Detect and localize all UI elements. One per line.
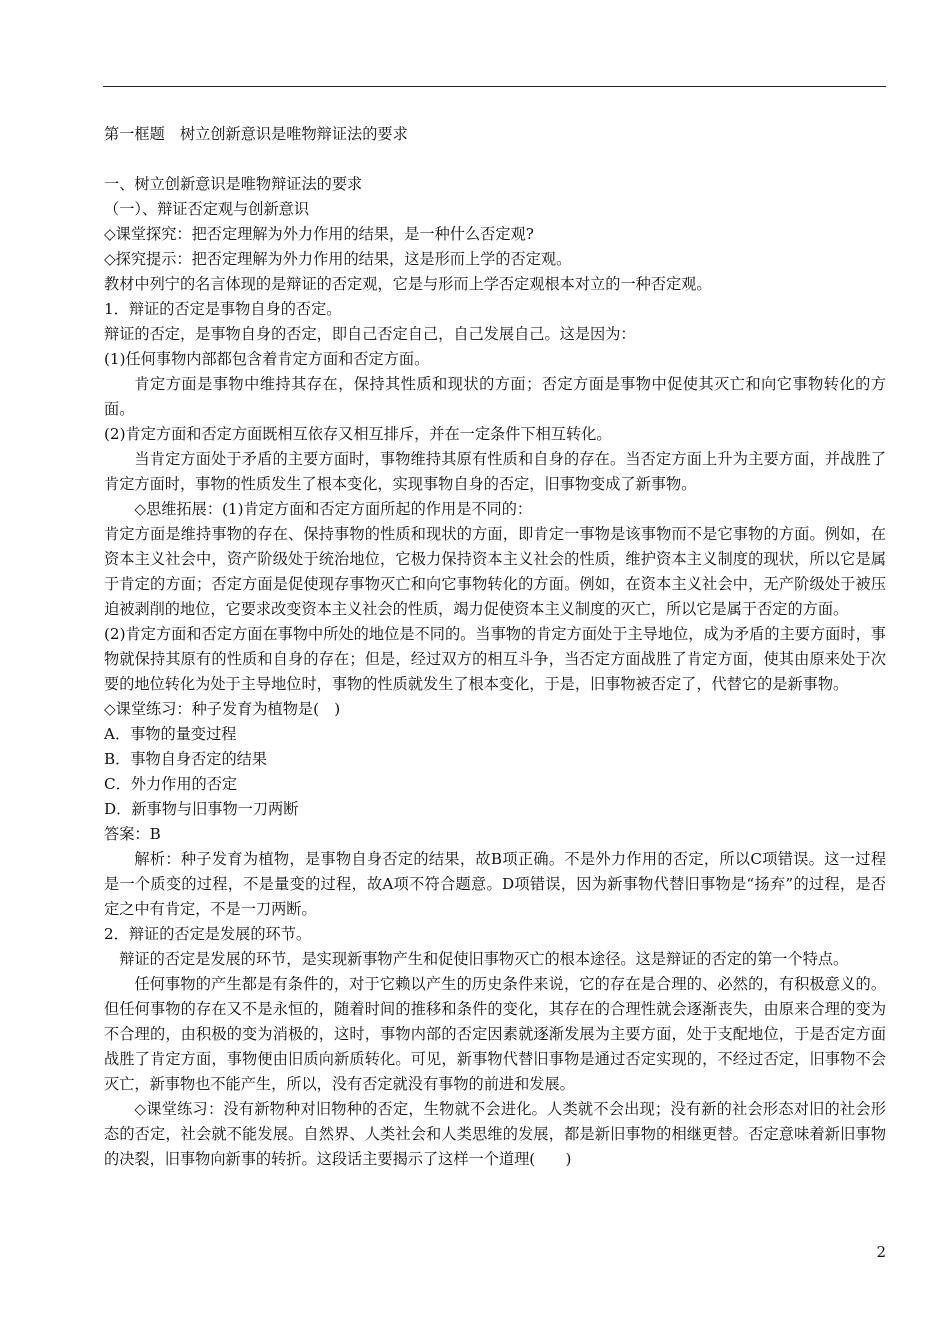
paragraph: (2)肯定方面和否定方面既相互依存又相互排斥，并在一定条件下相互转化。	[104, 425, 612, 443]
exercise-answer: 答案：B	[104, 825, 161, 843]
paragraph: ◇思维拓展：(1)肯定方面和否定方面所起的作用是不同的：	[134, 500, 533, 518]
paragraph: 当肯定方面处于矛盾的主要方面时，事物维持其原有性质和自身的存在。当否定方面上升为主要方面，并战胜了肯定方面时，事物的性质发生了根本变化，实现事物自身的否定，旧事物变成了新事物。	[104, 450, 886, 493]
paragraph: ◇课堂探究：把否定理解为外力作用的结果，是一种什么否定观?	[104, 225, 534, 243]
paragraph: 一、树立创新意识是唯物辩证法的要求	[104, 175, 363, 193]
header-rule	[103, 86, 886, 87]
exercise-explanation: 解析：种子发育为植物，是事物自身否定的结果，故B项正确。不是外力作用的否定，所以C项错误。这一过程是一个质变的过程，不是量变的过程，故A项不符合题意。D项错误，因为新事物代替旧事物是“扬弃”的过程，是否定之中有肯定，不是一刀两断。	[104, 850, 886, 918]
paragraph: ◇探究提示：把否定理解为外力作用的结果，这是形而上学的否定观。	[104, 250, 572, 268]
paragraph: 辩证的否定，是事物自身的否定，即自己否定自己，自己发展自己。这是因为：	[104, 325, 636, 343]
paragraph: (2)肯定方面和否定方面在事物中所处的地位是不同的。当事物的肯定方面处于主导地位，成为矛盾的主要方面时，事物就保持其原有的性质和自身的存在；但是，经过双方的相互斗争，当否定方面战胜了肯定方面，使其由原来处于次要的地位转化为处于主导地位时，事物的性质就发生了根本变化，于是，旧事物被否定了，代替它的是新事物。	[104, 625, 886, 693]
paragraph: 教材中列宁的名言体现的是辩证的否定观，它是与形而上学否定观根本对立的一种否定观。	[104, 275, 712, 293]
exercise-option: A．事物的量变过程	[104, 725, 237, 743]
exercise-option: C．外力作用的否定	[104, 775, 238, 793]
paragraph: 2．辩证的否定是发展的环节。	[104, 925, 312, 943]
exercise-question: ◇课堂练习：种子发育为植物是( )	[104, 700, 341, 718]
paragraph: (1)任何事物内部都包含着肯定方面和否定方面。	[104, 350, 430, 368]
exercise-option: B．事物自身否定的结果	[104, 750, 268, 768]
paragraph: 辩证的否定是发展的环节，是实现新事物产生和促使旧事物灭亡的根本途径。这是辩证的否定的第一个特点。	[119, 950, 849, 968]
paragraph: 任何事物的产生都是有条件的，对于它赖以产生的历史条件来说，它的存在是合理的、必然的，有积极意义的。但任何事物的存在又不是永恒的，随着时间的推移和条件的变化，其存在的合理性就会逐渐丧失，由原来合理的变为不合理的，由积极的变为消极的，这时，事物内部的否定因素就逐渐发展为主要方面，处于支配地位，于是否定方面战胜了肯定方面，事物便由旧质向新质转化。可见，新事物代替旧事物是通过否定实现的，不经过否定，旧事物不会灭亡，新事物也不能产生，所以，没有否定就没有事物的前进和发展。	[104, 975, 886, 1093]
exercise-question: ◇课堂练习：没有新物种对旧物种的否定，生物就不会进化。人类就不会出现；没有新的社会形态对旧的社会形态的否定，社会就不能发展。自然界、人类社会和人类思维的发展，都是新旧事物的相继更替。否定意味着新旧事物的决裂，旧事物向新事的转折。这段话主要揭示了这样一个道理( )	[104, 1100, 886, 1168]
exercise-option: D．新事物与旧事物一刀两断	[104, 800, 299, 818]
paragraph: （一）、辩证否定观与创新意识	[104, 200, 310, 218]
page-number: 2	[876, 1243, 886, 1261]
paragraph: 肯定方面是维持事物的存在、保持事物的性质和现状的方面，即肯定一事物是该事物而不是它事物的方面。例如，在资本主义社会中，资产阶级处于统治地位，它极力保持资本主义社会的性质，维护资本主义制度的现状，所以它是属于肯定的方面；否定方面是促使现存事物灭亡和向它事物转化的方面。例如，在资本主义社会中，无产阶级处于被压迫被剥削的地位，它要求改变资本主义社会的性质，竭力促使资本主义制度的灭亡，所以它是属于否定的方面。	[104, 525, 886, 618]
paragraph: 1．辩证的否定是事物自身的否定。	[104, 300, 342, 318]
section-title: 第一框题 树立创新意识是唯物辩证法的要求	[104, 125, 408, 143]
paragraph: 肯定方面是事物中维持其存在，保持其性质和现状的方面；否定方面是事物中促使其灭亡和向它事物转化的方面。	[104, 375, 886, 418]
document-body	[104, 122, 886, 1172]
